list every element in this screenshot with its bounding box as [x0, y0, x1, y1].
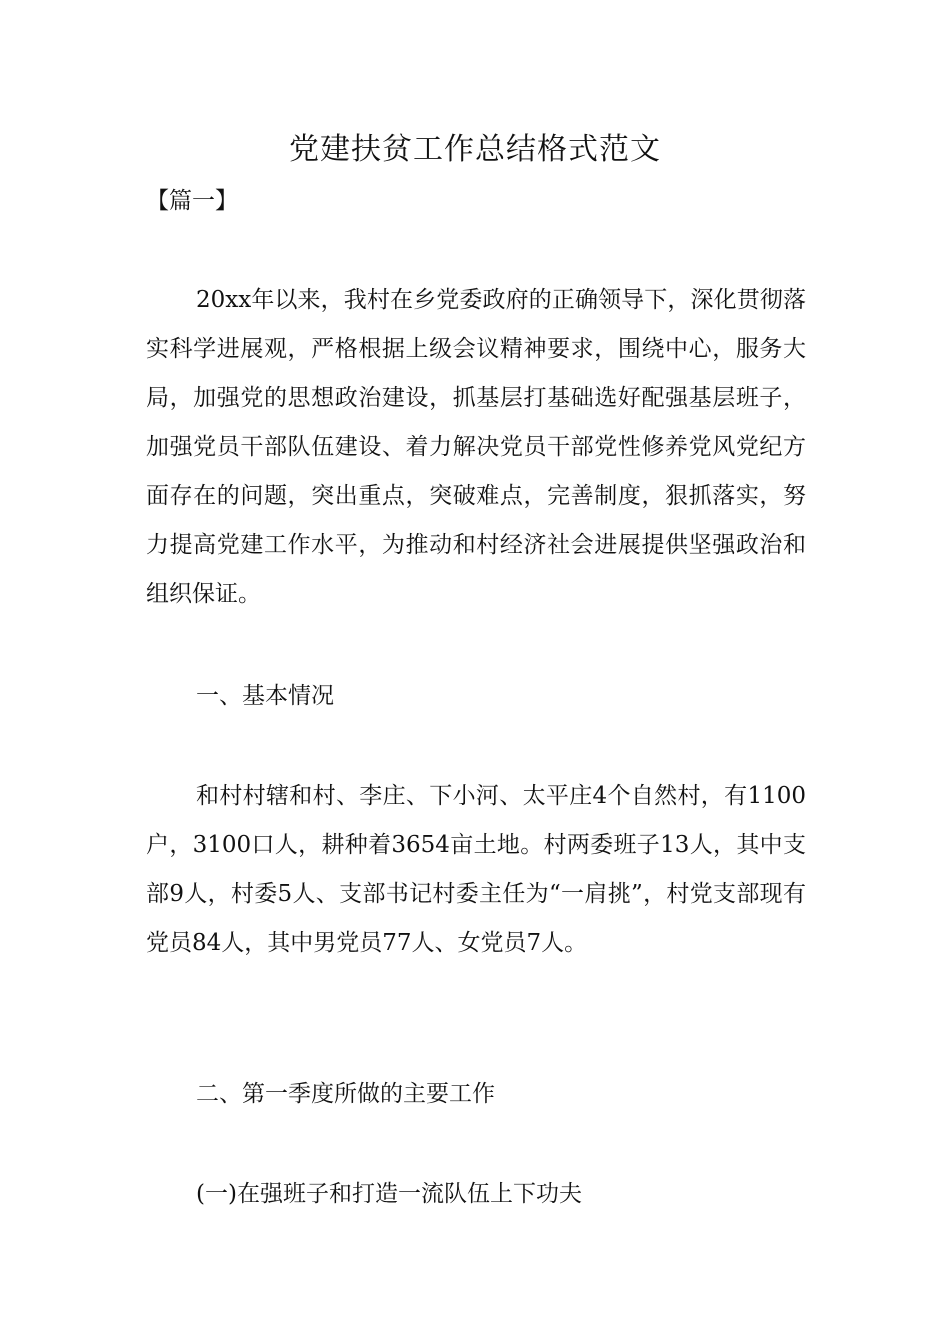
paragraph-intro: 20xx年以来，我村在乡党委政府的正确领导下，深化贯彻落实科学进展观，严格根据上级会议精神要求，围绕中心，服务大局，加强党的思想政治建设，抓基层打基础选好配强基层班子，加强党员干部队伍建设、着力解决党员干部党性修养党风党纪方面存在的问题，突出重点，突破难点，完善制度，狠抓落实，努力提高党建工作水平，为推动和村经济社会进展提供坚强政治和组织保证。 — [146, 287, 806, 607]
heading-basic-situation: 一、基本情况 — [196, 683, 334, 709]
paragraph-basic-situation: 和村村辖和村、李庄、下小河、太平庄4个自然村，有1100户，3100口人，耕种着3654亩土地。村两委班子13人，其中支部9人，村委5人、支部书记村委主任为“一肩挑”，村党支部现有党员84人，其中男党员77人、女党员7人。 — [146, 783, 806, 956]
section-tag: 【篇一】 — [146, 188, 238, 214]
heading-main-work: 二、第一季度所做的主要工作 — [196, 1081, 495, 1107]
document-title: 党建扶贫工作总结格式范文 — [289, 132, 661, 167]
heading-subsection-1: (一)在强班子和打造一流队伍上下功夫 — [196, 1181, 582, 1207]
